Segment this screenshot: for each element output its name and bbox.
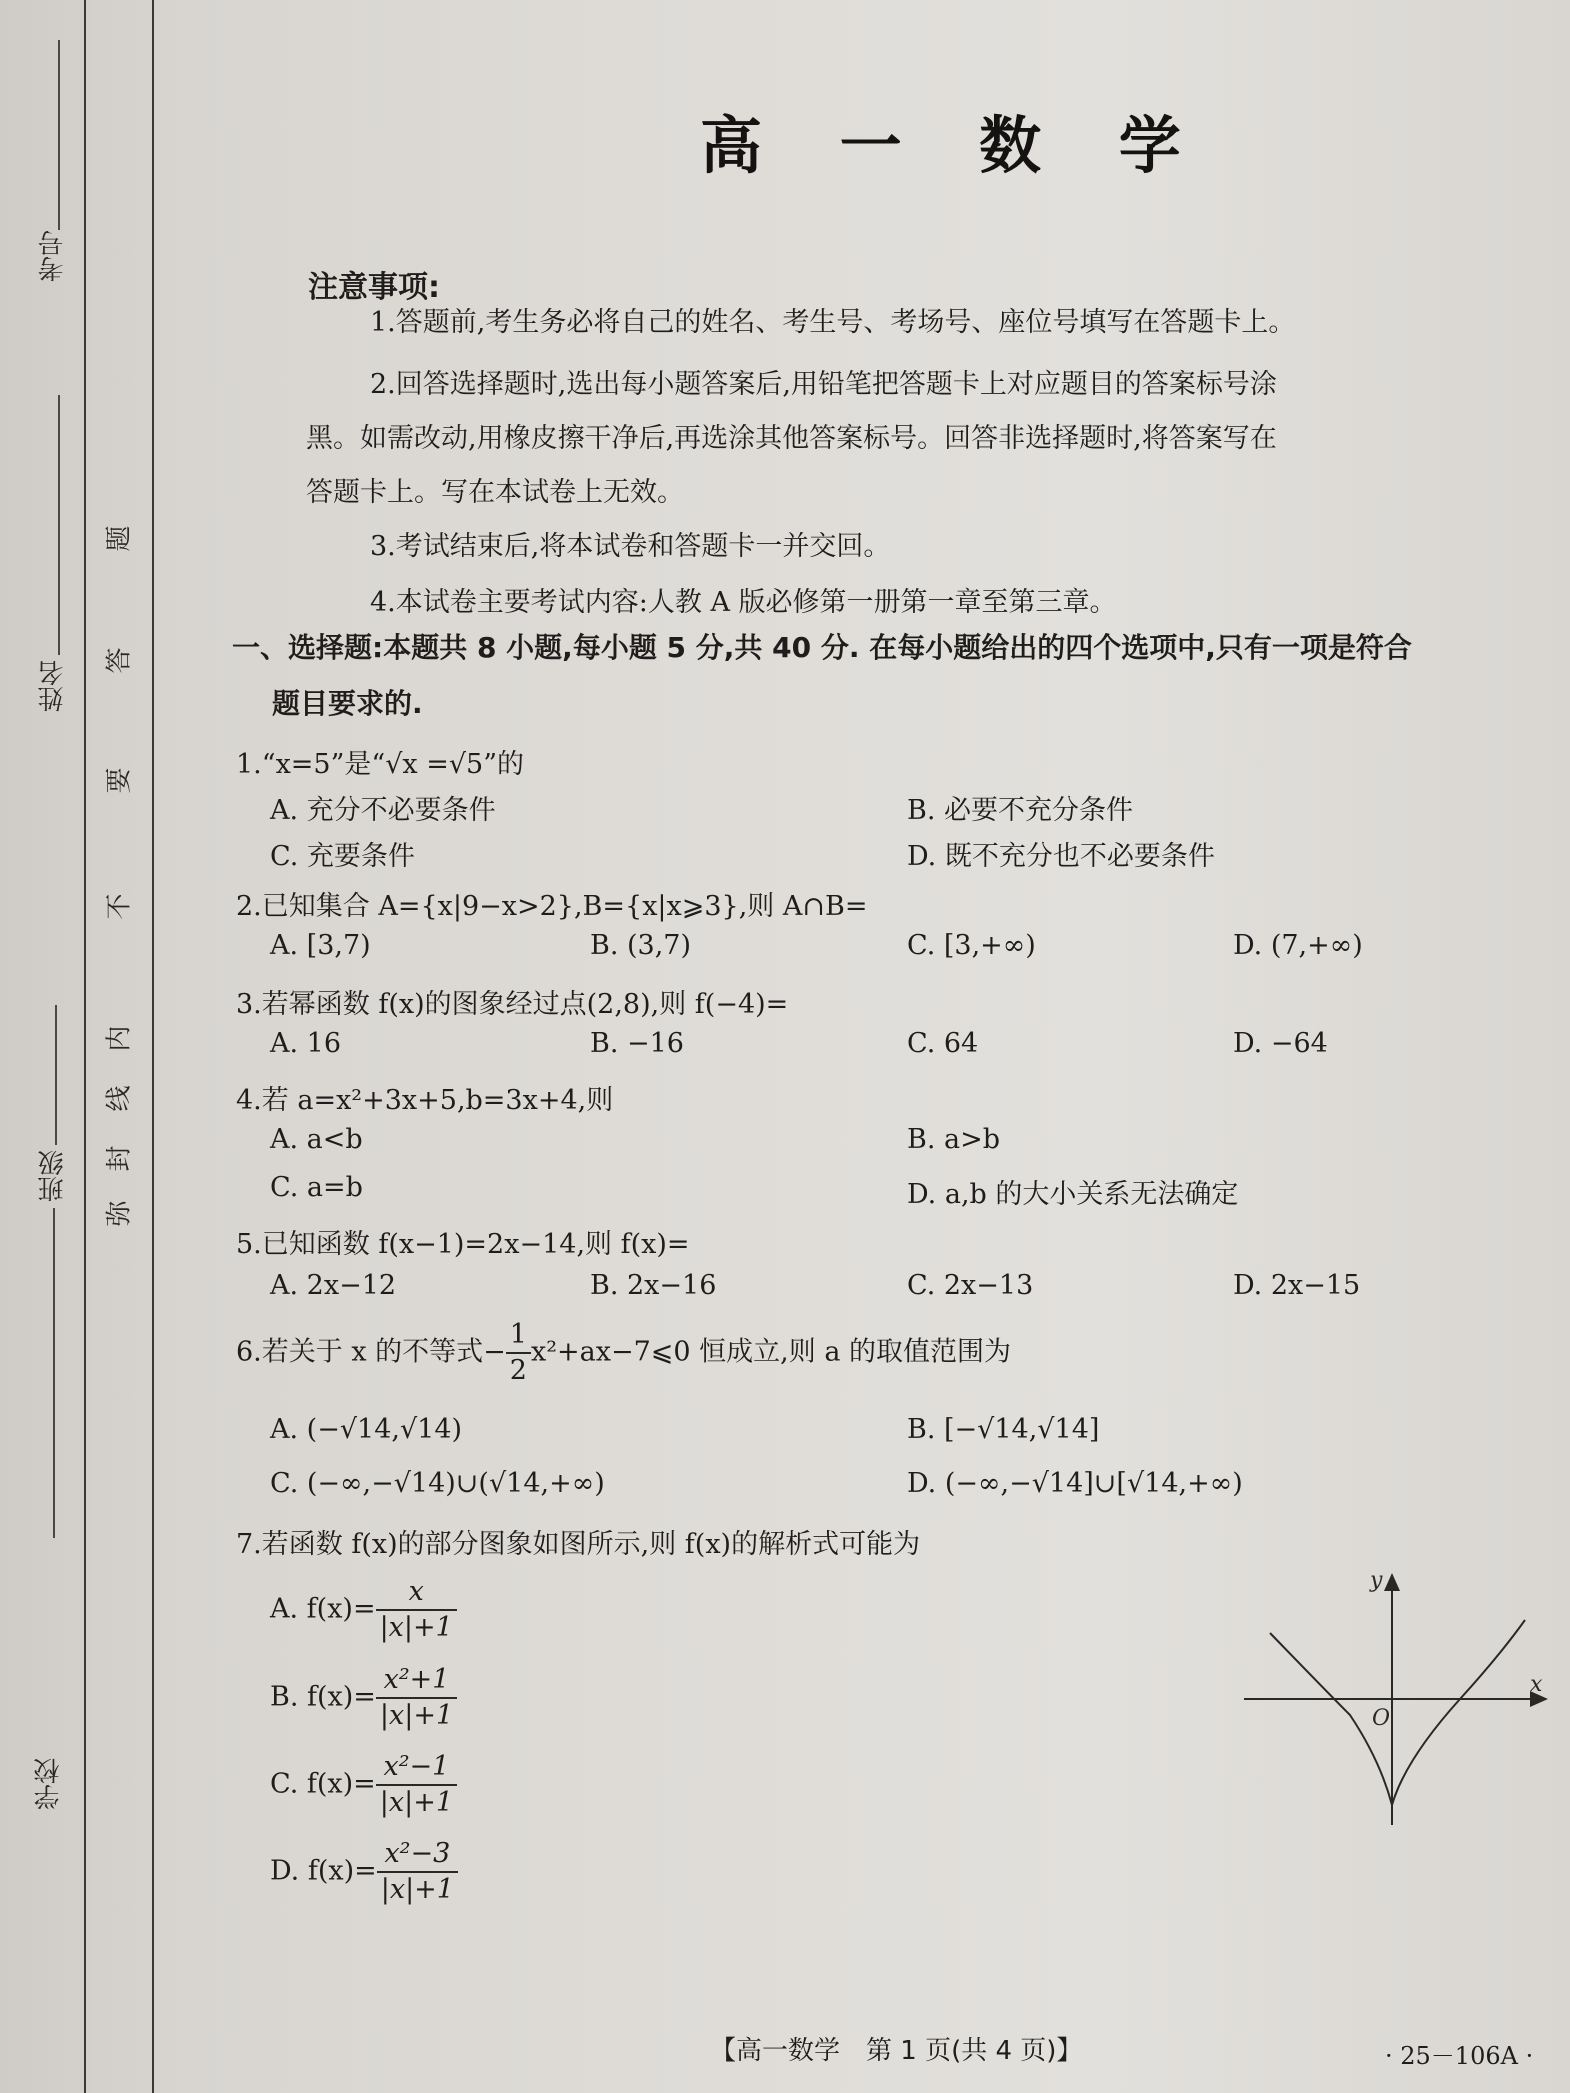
question-4-stem: 4.若 a=x²+3x+5,b=3x+4,则 bbox=[236, 1085, 614, 1116]
question-5-option-b[interactable]: B. 2x−16 bbox=[590, 1270, 717, 1301]
question-6-option-b[interactable]: B. [−√14,√14] bbox=[907, 1414, 1100, 1445]
notice-item: 4.本试卷主要考试内容:人教 A 版必修第一册第一章至第三章。 bbox=[370, 587, 1117, 618]
seal-char: 弥 bbox=[104, 1200, 135, 1227]
question-7-option-a[interactable]: A. f(x)= $\frac{x}{|x|+1}$ bbox=[270, 1575, 457, 1645]
notice-item: 1.答题前,考生务必将自己的姓名、考生号、考场号、座位号填写在答题卡上。 bbox=[370, 307, 1296, 338]
question-4-option-a[interactable]: A. a<b bbox=[270, 1124, 363, 1155]
question-3-option-b[interactable]: B. −16 bbox=[590, 1028, 684, 1059]
field-label-class: 班级 bbox=[38, 1150, 68, 1202]
seal-char: 题 bbox=[104, 525, 135, 552]
notice-item: 黑。如需改动,用橡皮擦干净后,再选涂其他答案标号。回答非选择题时,将答案写在 bbox=[306, 423, 1277, 454]
question-3-option-c[interactable]: C. 64 bbox=[907, 1028, 979, 1059]
question-7-option-c[interactable]: C. f(x)= $\frac{\text{x²−1}}{|x|+1}$ bbox=[270, 1750, 457, 1820]
question-7-option-d[interactable]: D. f(x)= $\frac{\text{x²−3}}{|x|+1}$ bbox=[270, 1837, 458, 1907]
page-title: 高 一 数 学 bbox=[700, 109, 1209, 182]
question-2-option-a[interactable]: A. [3,7) bbox=[270, 930, 371, 961]
fraction: $\frac{x}{|x|+1}$ bbox=[376, 1575, 457, 1645]
question-5-option-a[interactable]: A. 2x−12 bbox=[270, 1270, 397, 1301]
question-2-option-b[interactable]: B. (3,7) bbox=[590, 930, 692, 961]
school-blank[interactable] bbox=[53, 1208, 55, 1538]
function-graph bbox=[1240, 1565, 1550, 1825]
question-4-option-b[interactable]: B. a>b bbox=[907, 1124, 1001, 1155]
seal-char: 线 bbox=[104, 1085, 135, 1112]
binding-line-inner bbox=[152, 0, 154, 2093]
exam-number-blank[interactable] bbox=[58, 40, 60, 230]
fraction: $\frac{\text{x²−3}}{|x|+1}$ bbox=[377, 1837, 458, 1907]
seal-char: 不 bbox=[104, 893, 135, 920]
question-6-option-a[interactable]: A. (−√14,√14) bbox=[270, 1414, 463, 1445]
notice-title: 注意事项: bbox=[308, 270, 440, 305]
origin-label: O bbox=[1372, 1706, 1391, 1731]
question-3-option-a[interactable]: A. 16 bbox=[270, 1028, 342, 1059]
question-2-option-d[interactable]: D. (7,+∞) bbox=[1233, 930, 1363, 961]
name-blank[interactable] bbox=[58, 395, 60, 655]
question-6-stem-prefix: 6.若关于 x 的不等式− bbox=[236, 1336, 506, 1368]
field-label-school: 学校 bbox=[34, 1758, 64, 1810]
fraction: $\frac{\text{x²−1}}{|x|+1}$ bbox=[376, 1750, 457, 1820]
question-7-stem: 7.若函数 f(x)的部分图象如图所示,则 f(x)的解析式可能为 bbox=[236, 1529, 921, 1560]
seal-char: 封 bbox=[104, 1145, 135, 1172]
question-3-option-d[interactable]: D. −64 bbox=[1233, 1028, 1328, 1059]
section-heading-line2: 题目要求的. bbox=[272, 687, 423, 720]
question-2-stem: 2.已知集合 A={x|9−x>2},B={x|x⩾3},则 A∩B= bbox=[236, 891, 868, 922]
curve-right bbox=[1392, 1620, 1525, 1805]
field-label-exam-number: 考号 bbox=[38, 230, 68, 282]
notice-item: 答题卡上。写在本试卷上无效。 bbox=[306, 477, 684, 508]
question-6-option-c[interactable]: C. (−∞,−√14)∪(√14,+∞) bbox=[270, 1468, 605, 1499]
question-5-option-c[interactable]: C. 2x−13 bbox=[907, 1270, 1034, 1301]
field-label-name: 姓名 bbox=[38, 660, 68, 712]
question-5-stem: 5.已知函数 f(x−1)=2x−14,则 f(x)= bbox=[236, 1229, 690, 1260]
question-1-option-b[interactable]: B. 必要不充分条件 bbox=[907, 795, 1134, 826]
question-3-stem: 3.若幂函数 f(x)的图象经过点(2,8),则 f(−4)= bbox=[236, 989, 789, 1020]
question-2-option-c[interactable]: C. [3,+∞) bbox=[907, 930, 1036, 961]
footer-page-info: 【高一数学 第 1 页(共 4 页)】 bbox=[710, 2036, 1083, 2066]
fraction: $\frac{1}{2}$ bbox=[506, 1318, 531, 1388]
seal-char: 要 bbox=[104, 767, 135, 794]
class-blank[interactable] bbox=[55, 1005, 57, 1145]
question-4-option-d[interactable]: D. a,b 的大小关系无法确定 bbox=[907, 1179, 1239, 1210]
question-1-option-a[interactable]: A. 充分不必要条件 bbox=[270, 795, 496, 826]
question-4-option-c[interactable]: C. a=b bbox=[270, 1172, 363, 1203]
seal-char: 内 bbox=[104, 1025, 135, 1052]
footer-code: · 25－106A · bbox=[1385, 2042, 1534, 2070]
question-1-stem: 1.“x=5”是“√x =√5”的 bbox=[236, 749, 525, 780]
question-1-option-d[interactable]: D. 既不充分也不必要条件 bbox=[907, 841, 1215, 872]
binding-line-outer bbox=[84, 0, 86, 2093]
seal-char: 答 bbox=[104, 647, 135, 674]
question-1-option-c[interactable]: C. 充要条件 bbox=[270, 841, 415, 872]
section-heading bbox=[232, 620, 1522, 732]
question-6-stem-suffix: x²+ax−7⩽0 恒成立,则 a 的取值范围为 bbox=[530, 1336, 1011, 1368]
y-axis-label: y bbox=[1370, 1568, 1383, 1593]
question-5-option-d[interactable]: D. 2x−15 bbox=[1233, 1270, 1361, 1301]
fraction: $\frac{\text{x²+1}}{|x|+1}$ bbox=[376, 1663, 457, 1733]
question-7-option-b[interactable]: B. f(x)= $\frac{\text{x²+1}}{|x|+1}$ bbox=[270, 1663, 457, 1733]
section-heading-line1: 一、选择题:本题共 8 小题,每小题 5 分,共 40 分. 在每小题给出的四个选项中,只有一项是符合 bbox=[232, 631, 1412, 664]
notice-item: 2.回答选择题时,选出每小题答案后,用铅笔把答题卡上对应题目的答案标号涂 bbox=[370, 369, 1277, 400]
question-6-option-d[interactable]: D. (−∞,−√14]∪[√14,+∞) bbox=[907, 1468, 1243, 1499]
question-6-stem bbox=[236, 1318, 1011, 1388]
notice-item: 3.考试结束后,将本试卷和答题卡一并交回。 bbox=[370, 531, 891, 562]
x-axis-label: x bbox=[1530, 1672, 1543, 1697]
